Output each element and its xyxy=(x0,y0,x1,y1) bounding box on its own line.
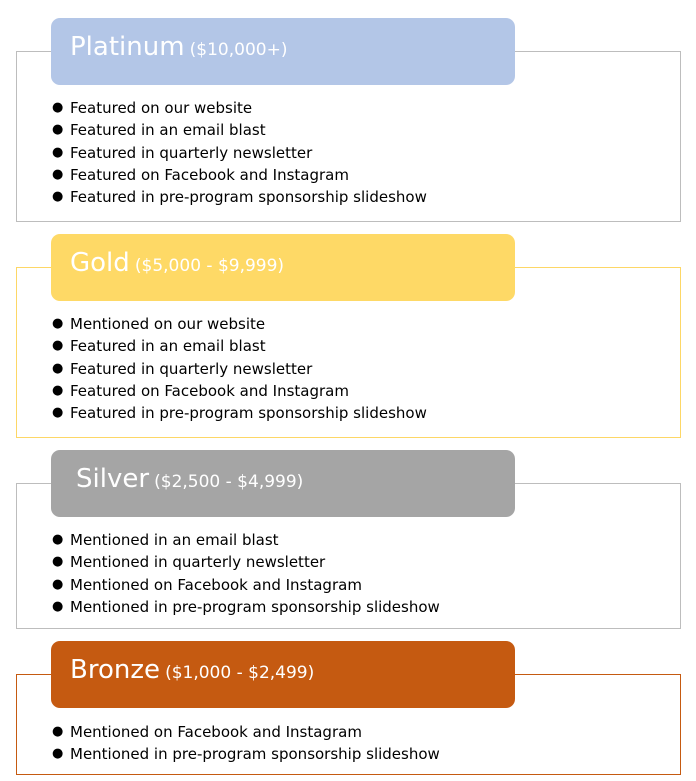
bullet-icon: ● xyxy=(52,360,64,376)
bullet-icon: ● xyxy=(52,166,64,182)
bullet-icon: ● xyxy=(52,532,64,547)
benefit-item: ● Featured in an email blast xyxy=(70,119,427,141)
tier-header-bronze xyxy=(51,641,515,708)
bullet-icon: ● xyxy=(52,144,64,160)
benefit-item: ● Mentioned on Facebook and Instagram xyxy=(70,721,440,743)
benefit-item: ● Featured in quarterly newsletter xyxy=(70,142,427,164)
benefit-item: ● Mentioned in an email blast xyxy=(70,529,440,551)
benefit-item: ● Featured on Facebook and Instagram xyxy=(70,164,427,186)
benefit-item: ● Mentioned on our website xyxy=(70,313,427,335)
benefit-list-platinum xyxy=(52,97,427,208)
benefit-list-silver xyxy=(52,529,440,618)
bullet-icon: ● xyxy=(52,382,64,398)
bullet-icon: ● xyxy=(52,316,64,331)
bullet-icon: ● xyxy=(52,338,64,354)
tier-name: Bronze xyxy=(70,655,160,685)
bullet-icon: ● xyxy=(52,100,64,115)
tier-header-platinum xyxy=(51,18,515,85)
bullet-icon: ● xyxy=(52,122,64,138)
bullet-icon: ● xyxy=(52,189,64,205)
benefit-list-gold xyxy=(52,313,427,424)
benefit-item: ● Mentioned in pre-program sponsorship slideshow xyxy=(70,596,440,618)
benefit-list-bronze xyxy=(52,721,440,766)
tier-range: ($1,000 - $2,499) xyxy=(165,663,315,683)
tier-range: ($5,000 - $9,999) xyxy=(134,256,285,276)
benefit-item: ● Featured on our website xyxy=(70,97,427,119)
tier-name: Silver xyxy=(76,464,150,494)
bullet-icon: ● xyxy=(52,746,64,762)
bullet-icon: ● xyxy=(52,405,64,421)
benefit-item: ● Mentioned in pre-program sponsorship slideshow xyxy=(70,743,440,765)
tier-header-gold xyxy=(51,234,515,301)
benefit-item: ● Mentioned in quarterly newsletter xyxy=(70,551,440,573)
benefit-item: ● Featured on Facebook and Instagram xyxy=(70,380,427,402)
benefit-item: ● Featured in an email blast xyxy=(70,335,427,357)
tier-name: Platinum xyxy=(70,32,185,62)
bullet-icon: ● xyxy=(52,724,64,739)
tier-range: ($2,500 - $4,999) xyxy=(154,472,304,492)
tier-range: ($10,000+) xyxy=(189,40,288,60)
bullet-icon: ● xyxy=(52,598,64,614)
benefit-item: ● Mentioned on Facebook and Instagram xyxy=(70,574,440,596)
benefit-item: ● Featured in pre-program sponsorship slideshow xyxy=(70,186,427,208)
bullet-icon: ● xyxy=(52,576,64,592)
tier-name: Gold xyxy=(70,248,130,278)
benefit-item: ● Featured in quarterly newsletter xyxy=(70,358,427,380)
bullet-icon: ● xyxy=(52,554,64,570)
benefit-item: ● Featured in pre-program sponsorship slideshow xyxy=(70,402,427,424)
tier-header-silver xyxy=(51,450,515,517)
